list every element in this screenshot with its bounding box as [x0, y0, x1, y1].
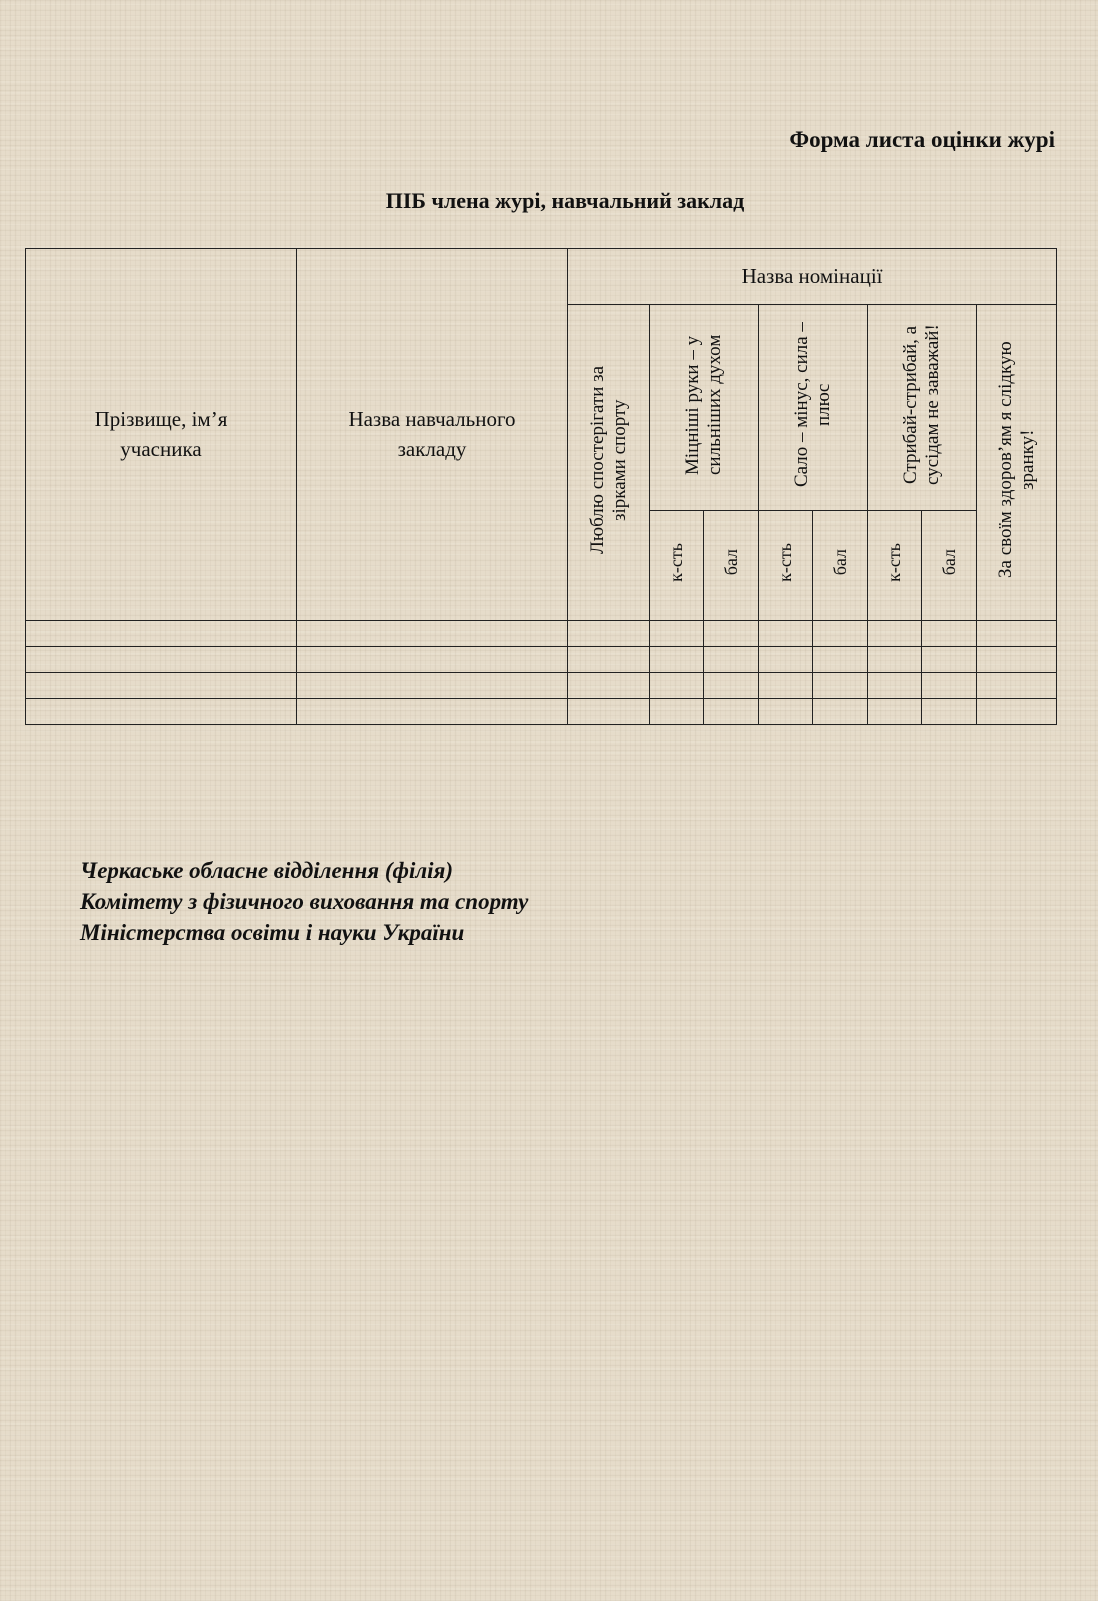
organization-line-1: Черкаське обласне відділення (філія) — [80, 858, 454, 883]
subheader-count-label: к-сть — [775, 543, 795, 582]
table-cell — [650, 699, 704, 725]
jury-evaluation-table — [25, 248, 1057, 725]
subheader-count-label: к-сть — [884, 543, 904, 582]
table-cell — [922, 673, 977, 699]
table-cell — [26, 621, 297, 647]
subheader-score-2 — [704, 511, 759, 621]
header-nomination-5 — [977, 305, 1057, 621]
header-nomination-4 — [868, 305, 977, 511]
table-cell — [568, 621, 650, 647]
table-cell — [922, 699, 977, 725]
table-cell — [704, 673, 759, 699]
table-cell — [977, 673, 1057, 699]
table-cell — [26, 647, 297, 673]
header-nomination-2 — [650, 305, 759, 511]
table-body — [26, 621, 1057, 725]
nomination-2-label: Міцніші руки – у сильніших духом — [682, 334, 725, 475]
table-cell — [759, 647, 813, 673]
table-cell — [297, 699, 568, 725]
table-cell — [813, 621, 868, 647]
header-nomination-group — [568, 249, 1057, 305]
table-cell — [297, 647, 568, 673]
table-row — [26, 673, 1057, 699]
table-cell — [977, 699, 1057, 725]
table-cell — [568, 673, 650, 699]
table-cell — [813, 699, 868, 725]
table-cell — [297, 673, 568, 699]
table-row — [26, 621, 1057, 647]
organization-block — [80, 855, 528, 948]
subheader-score-label: бал — [720, 549, 741, 576]
table-cell — [813, 647, 868, 673]
table-cell — [922, 621, 977, 647]
subheader-score-label: бал — [938, 549, 959, 576]
table-cell — [759, 621, 813, 647]
table-cell — [650, 673, 704, 699]
organization-line-2: Комітету з фізичного виховання та спорту — [80, 889, 529, 914]
table-cell — [922, 647, 977, 673]
table-cell — [868, 673, 922, 699]
header-participant-label: Прізвище, ім’я учасника — [94, 407, 228, 461]
subheader-count-4 — [868, 511, 922, 621]
table-cell — [26, 673, 297, 699]
table-cell — [704, 647, 759, 673]
page-title: Форма листа оцінки журі — [789, 127, 1055, 152]
subheader-count-2 — [650, 511, 704, 621]
table-cell — [704, 621, 759, 647]
table-cell — [568, 699, 650, 725]
table-cell — [977, 621, 1057, 647]
table-cell — [868, 699, 922, 725]
table-cell — [868, 621, 922, 647]
subheader-count-3 — [759, 511, 813, 621]
table-cell — [759, 699, 813, 725]
header-participant — [26, 249, 297, 621]
subheader-score-3 — [813, 511, 868, 621]
table-cell — [650, 621, 704, 647]
table-cell — [650, 647, 704, 673]
nomination-1-label: Люблю спостерігати за зірками спорту — [586, 365, 630, 554]
table-cell — [977, 647, 1057, 673]
table-row — [26, 647, 1057, 673]
subheader-score-label: бал — [829, 549, 850, 576]
table-cell — [26, 699, 297, 725]
table-row — [26, 699, 1057, 725]
table-cell — [759, 673, 813, 699]
table-cell — [297, 621, 568, 647]
table-cell — [568, 647, 650, 673]
header-nomination-1 — [568, 305, 650, 621]
table-cell — [813, 673, 868, 699]
nomination-3-label: Сало – мінус, сила – плюс — [791, 322, 834, 487]
nomination-4-label: Стрибай-стрибай, а сусідам не заважай! — [900, 324, 943, 485]
organization-line-3: Міністерства освіти і науки України — [80, 920, 465, 945]
table-cell — [868, 647, 922, 673]
subheader-score-4 — [922, 511, 977, 621]
subheader-count-label: к-сть — [666, 543, 686, 582]
header-school-label: Назва навчального закладу — [348, 407, 516, 461]
header-nomination-3 — [759, 305, 868, 511]
page-subtitle: ПІБ члена журі, навчальний заклад — [385, 188, 745, 213]
header-nomination-group-label: Назва номінації — [741, 264, 883, 288]
header-school — [297, 249, 568, 621]
table-cell — [704, 699, 759, 725]
nomination-5-label: За своїм здоров’ям я слідкую зранку! — [994, 341, 1038, 578]
